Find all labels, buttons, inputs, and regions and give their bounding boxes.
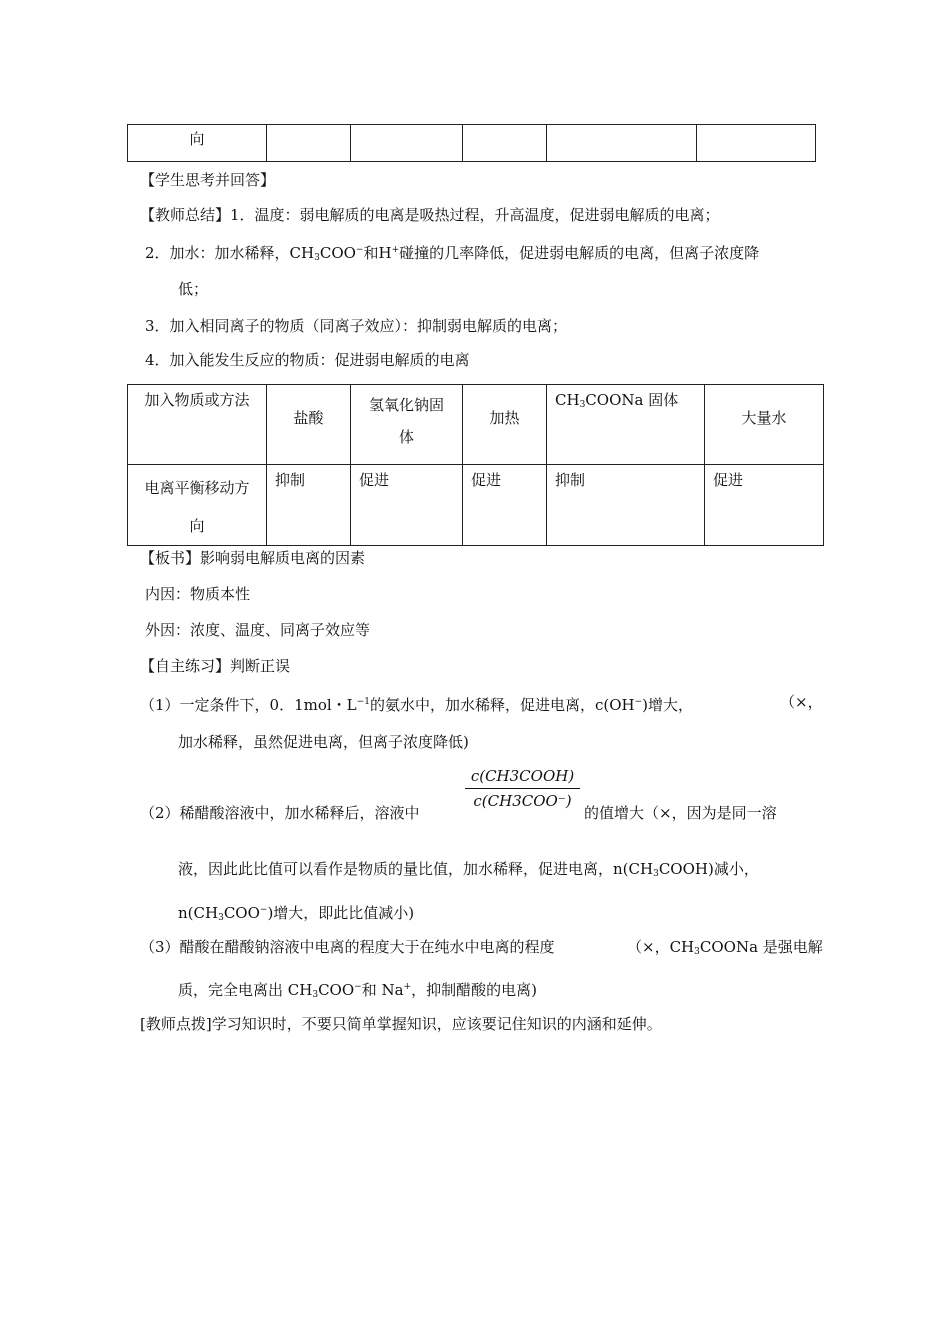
row-label: 电离平衡移动方	[144, 479, 250, 497]
superscript: −	[634, 697, 643, 707]
header-naoh-2: 体	[398, 428, 414, 446]
value-naoh: 促进	[359, 471, 390, 489]
subscript: 3	[653, 869, 659, 879]
text: COO	[223, 904, 260, 922]
text: 质，完全电离出 CH	[178, 981, 313, 999]
table-top-cell	[697, 125, 816, 162]
table-top-cell	[463, 125, 547, 162]
row-label: 向	[189, 130, 205, 148]
teacher-summary-1	[140, 205, 720, 225]
superscript: −	[355, 245, 364, 255]
table-top-cell	[547, 125, 697, 162]
text: COOH)减小，	[658, 860, 759, 878]
subscript: 3	[312, 990, 319, 1000]
table-top-cell	[128, 125, 267, 162]
fraction-denominator: c(CH3COO⁻)	[473, 792, 572, 810]
row-label-2: 向	[189, 517, 205, 535]
table-effects	[127, 384, 824, 546]
teacher-summary-2-cont: 低；	[178, 280, 209, 298]
fraction-bar	[465, 788, 580, 789]
header-cell	[463, 385, 547, 465]
student-think: 【学生思考并回答】	[140, 171, 276, 189]
table-top-cell	[351, 125, 463, 162]
text: 的氨水中，加水稀释，促进电离，c(OH	[369, 696, 635, 714]
board-inner: 内因：物质本性	[145, 585, 251, 603]
header-cell	[128, 385, 267, 465]
board-outer: 外因：浓度、温度、同离子效应等	[145, 621, 371, 639]
header-cell	[267, 385, 351, 465]
practice-q2-cont2	[178, 900, 414, 928]
text: （×，CH	[627, 938, 695, 956]
header-cell	[705, 385, 824, 465]
value-cell	[547, 465, 705, 546]
value-water: 促进	[713, 471, 744, 489]
subscript: 3	[694, 947, 700, 957]
text: )增大，即此比值减小)	[267, 904, 415, 922]
fraction-formula	[465, 766, 580, 811]
text: COO	[319, 244, 356, 262]
superscript: +	[403, 982, 412, 992]
header-ch3coona-2: COONa 固体	[585, 391, 679, 409]
board-title: 【板书】影响弱电解质电离的因素	[140, 549, 366, 567]
teacher-summary-3: 3．加入相同离子的物质（同离子效应）：抑制弱电解质的电离；	[145, 317, 568, 335]
text: 碰撞的几率降低，促进弱电解质的电离，但离子浓度降	[399, 244, 760, 262]
practice-q2: （2）稀醋酸溶液中，加水稀释后，溶液中	[140, 804, 420, 822]
practice-q3: （3）醋酸在醋酸钠溶液中电离的程度大于在纯水中电离的程度	[140, 938, 555, 956]
header-hcl: 盐酸	[293, 409, 324, 427]
summary-p1: 1．温度：弱电解质的电离是吸热过程，升高温度，促进弱电解质的电离；	[230, 206, 720, 224]
header-ch3coona: CH	[555, 391, 580, 409]
text: COO	[318, 981, 355, 999]
subscript: 3	[218, 913, 224, 923]
text: COONa 是强电解	[699, 938, 823, 956]
practice-title: 【自主练习】判断正误	[140, 657, 291, 675]
value-cell	[705, 465, 824, 546]
practice-q2-cont	[178, 859, 759, 884]
header-cell	[547, 385, 705, 465]
text: 和 Na	[361, 981, 404, 999]
header-water: 大量水	[741, 409, 787, 427]
text: )增大，	[642, 696, 693, 714]
value-heat: 促进	[471, 471, 502, 489]
superscript: +	[391, 245, 400, 255]
subscript: 3	[314, 253, 320, 263]
value-cell	[267, 465, 351, 546]
value-cell	[351, 465, 463, 546]
practice-q3-b	[627, 937, 823, 962]
table-top-cell	[267, 125, 351, 162]
superscript: −	[354, 982, 362, 992]
practice-q1-answer: （×，	[780, 693, 823, 711]
text: 液，因此此比值可以看作是物质的量比值，加水稀释，促进电离，n(CH	[178, 860, 654, 878]
superscript: −	[259, 905, 268, 915]
teacher-tip: [教师点拨]学习知识时，不要只简单掌握知识，应该要记住知识的内涵和延伸。	[140, 1015, 662, 1033]
header-naoh: 氢氧化钠固	[368, 396, 444, 414]
text: 和H	[363, 244, 392, 262]
teacher-summary-4: 4．加入能发生反应的物质：促进弱电解质的电离	[145, 351, 470, 369]
table-top	[127, 124, 816, 162]
value-hcl: 抑制	[275, 471, 306, 489]
teacher-summary-2	[145, 240, 759, 268]
text: （1）一定条件下，0．1mol・L	[140, 696, 357, 714]
value-ch3coona: 抑制	[555, 471, 586, 489]
value-cell	[463, 465, 547, 546]
header-cell	[351, 385, 463, 465]
fraction-numerator: c(CH3COOH)	[470, 767, 575, 785]
row-label-cell	[128, 465, 267, 546]
text: n(CH	[178, 904, 219, 922]
practice-q1	[140, 692, 693, 715]
superscript: −1	[356, 697, 370, 707]
text: ，抑制醋酸的电离)	[411, 981, 537, 999]
header-method: 加入物质或方法	[144, 391, 250, 409]
subscript: 3	[579, 400, 586, 410]
header-heat: 加热	[489, 409, 520, 427]
practice-q2-b: 的值增大（×，因为是同一溶	[584, 804, 777, 822]
practice-q1-cont: 加水稀释，虽然促进电离，但离子浓度降低)	[178, 733, 469, 751]
practice-q3-cont	[178, 977, 537, 1005]
text: 2．加水：加水稀释，CH	[145, 244, 315, 262]
summary-tag: 【教师总结】	[140, 206, 231, 224]
